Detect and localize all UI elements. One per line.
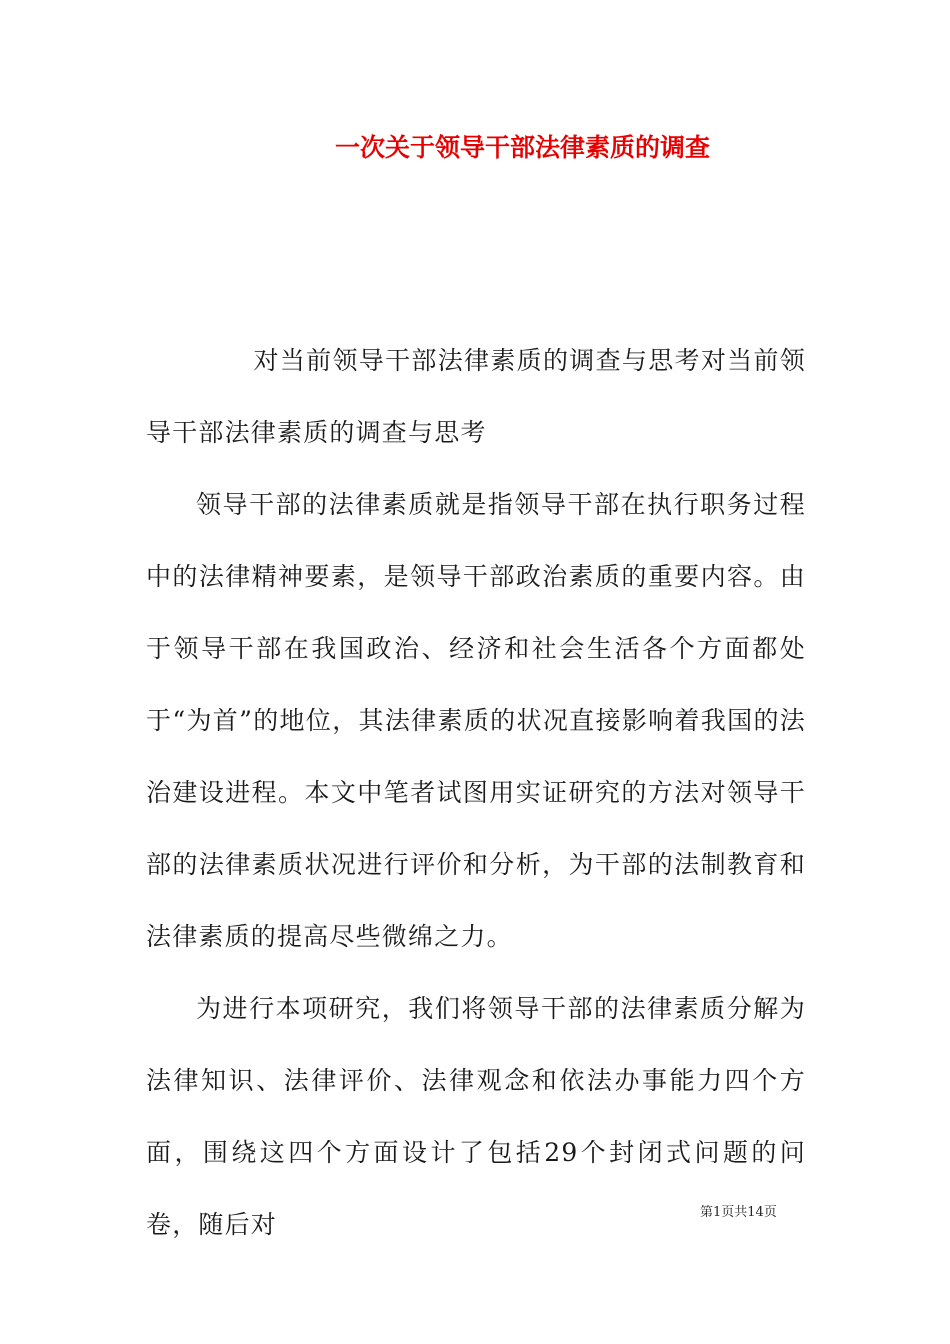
paragraph-1: 对当前领导干部法律素质的调查与思考对当前领导干部法律素质的调查与思考 — [146, 346, 806, 447]
paragraph-2: 领导干部的法律素质就是指领导干部在执行职务过程中的法律精神要素，是领导干部政治素质的重要内容。由于领导干部在我国政治、经济和社会生活各个方面都处于“为首”的地位，其法律素质的状况直接影响着我国的法治建设进程。本文中笔者试图用实证研究的方法对领导干部的法律素质状况进行评价和分析，为干部的法制教育和法律素质的提高尽些微绵之力。 — [146, 490, 806, 951]
document-title: 一次关于领导干部法律素质的调查 — [334, 133, 710, 162]
page-number-footer: 第1页共14页 — [700, 1205, 777, 1220]
paragraph-3: 为进行本项研究，我们将领导干部的法律素质分解为法律知识、法律评价、法律观念和依法办事能力四个方面，围绕这四个方面设计了包括29个封闭式问题的问卷，随后对 — [146, 994, 806, 1239]
document-body — [146, 325, 806, 1261]
